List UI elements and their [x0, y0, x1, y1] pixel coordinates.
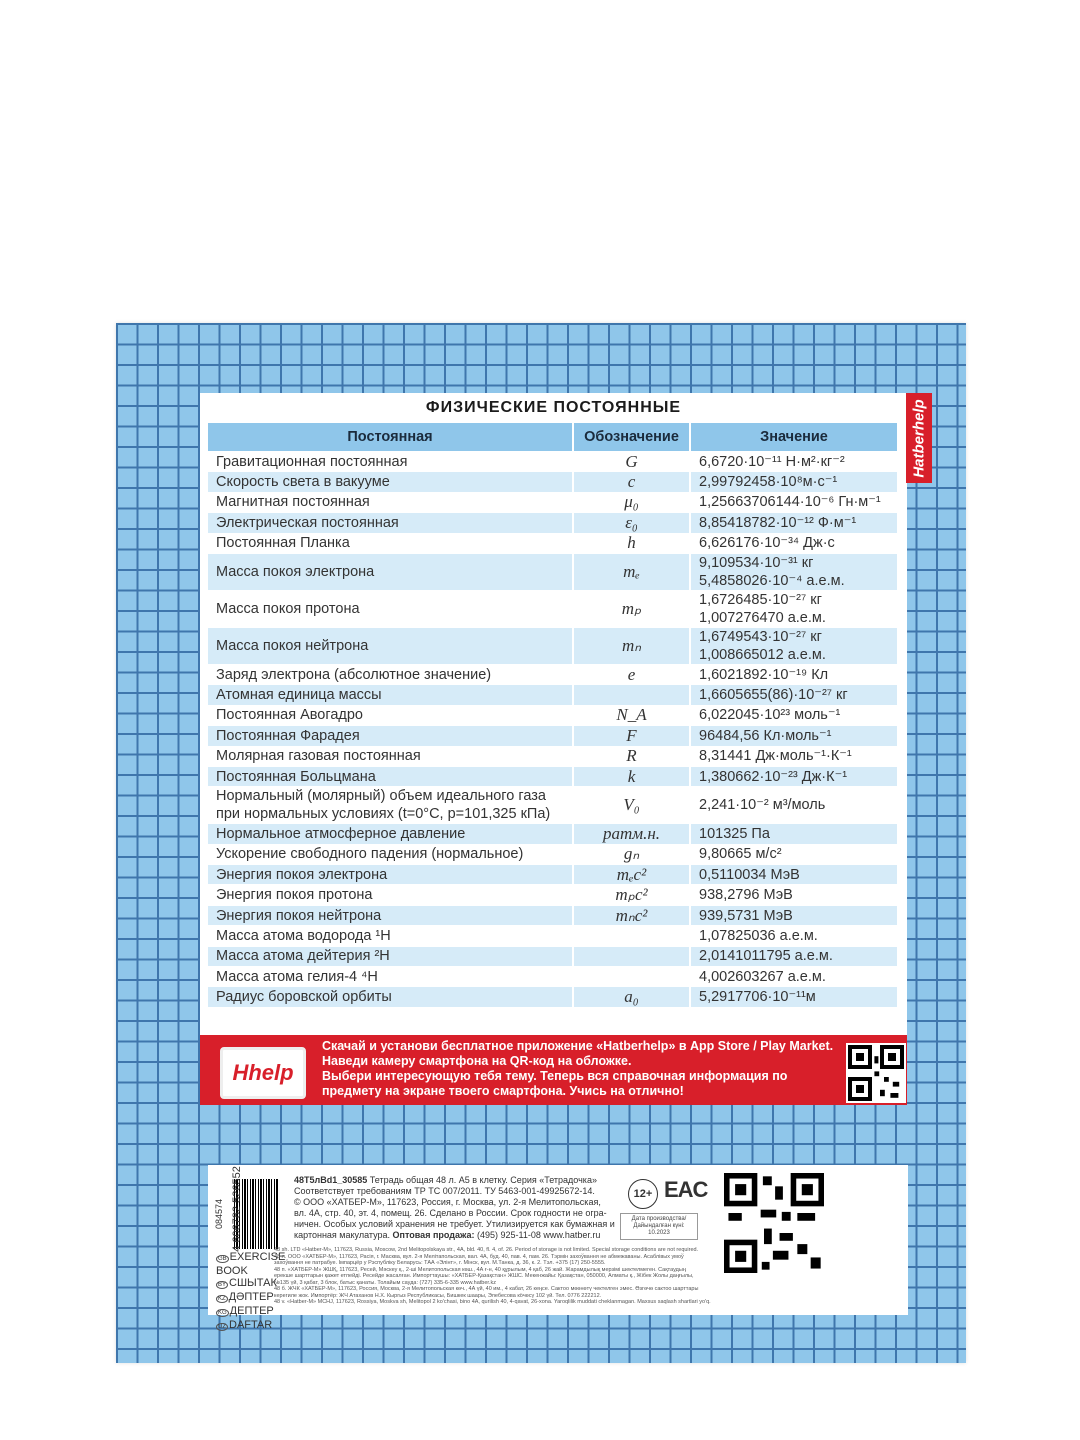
wholesale-value: (495) 925-11-08 www.hatber.ru	[476, 1230, 601, 1240]
table-row	[208, 885, 897, 904]
header-value: Значение	[691, 423, 897, 451]
banner-line: Наведи камеру смартфона на QR-код на обложке.	[322, 1054, 632, 1068]
constant-value: 6,626176·10⁻³⁴ Дж·с	[691, 534, 897, 553]
table-row	[208, 865, 897, 884]
constant-name: Постоянная Фарадея	[208, 726, 572, 745]
constant-value: 6,022045·10²³ моль⁻¹	[691, 706, 897, 725]
code-line: 48Т5лВd1_30585	[294, 1175, 368, 1185]
constants-table	[206, 422, 899, 1008]
app-banner	[200, 1035, 907, 1105]
constant-symbol: a₀	[574, 987, 689, 1006]
constant-name: Ускорение свободного падения (нормальное)	[208, 845, 572, 864]
info-line: ничен. Особых условий хранения не требует. Утилизируется как бумажная и	[294, 1219, 615, 1229]
constant-name: Заряд электрона (абсолютное значение)	[208, 665, 572, 684]
constant-symbol: c	[574, 472, 689, 491]
constant-symbol: mₚc²	[574, 885, 689, 904]
constant-symbol: ε₀	[574, 513, 689, 532]
language-item: UZ DAFTAR	[218, 1319, 273, 1331]
constant-name: Радиус боровской орбиты	[208, 987, 572, 1006]
table-row	[208, 787, 897, 823]
production-date-value: 10.2023	[648, 1230, 670, 1236]
table-row	[208, 747, 897, 766]
constant-symbol	[574, 926, 689, 945]
constant-symbol: μ₀	[574, 493, 689, 512]
table-row	[208, 554, 897, 590]
production-date-label: Дата производства/ Дайындалған күні:	[631, 1216, 687, 1229]
constants-panel	[200, 393, 907, 1105]
fine-print-line: №135 үй, 3 қабат, 3 блок, батыс қанаты. Толайым сауда: (727) 335-6-335 www.hatber.kz	[274, 1279, 496, 1286]
info-line: Соответствует требованиям ТР ТС 007/2011. ТУ 5463-001-49925672-14.	[294, 1186, 595, 1196]
table-row	[208, 472, 897, 491]
constant-value: 2,241·10⁻² м³/моль	[691, 787, 897, 823]
constant-value: 96484,56 Кл·моль⁻¹	[691, 726, 897, 745]
fine-print-line: 48 б. ЖЧК «ХАТБЕР-М», 117623, Россия, Москва, 2-я Мелитопольская көч., 4А үй, 40 им., 4 кабат, 26 кеңсе. Сактоо мөөнөтү чектелген эмес. Өзгөчө сактоо шарттары	[274, 1286, 699, 1292]
product-description	[294, 1175, 624, 1241]
table-row	[208, 513, 897, 532]
multilingual-fine-print	[274, 1247, 794, 1306]
constant-value: 6,6720·10⁻¹¹ Н·м²·кг⁻²	[691, 452, 897, 471]
constant-value: 1,07825036 а.е.м.	[691, 926, 897, 945]
constant-value: 5,2917706·10⁻¹¹м	[691, 987, 897, 1006]
constant-symbol: pатм.н.	[574, 824, 689, 843]
table-row	[208, 926, 897, 945]
language-item: KG ДЕПТЕР	[218, 1305, 274, 1317]
hatber-tab	[906, 393, 932, 483]
constant-value: 939,5731 МэВ	[691, 906, 897, 925]
constant-name: Масса атома гелия-4 ⁴H	[208, 967, 572, 986]
header-name: Постоянная	[208, 423, 572, 451]
constant-value: 2,99792458·10⁸м·с⁻¹	[691, 472, 897, 491]
table-row	[208, 706, 897, 725]
constant-name: Скорость света в вакууме	[208, 472, 572, 491]
constant-name: Постоянная Авогадро	[208, 706, 572, 725]
qr-small-icon	[848, 1045, 904, 1101]
constant-name: Масса покоя нейтрона	[208, 628, 572, 664]
panel-title: ФИЗИЧЕСКИЕ ПОСТОЯННЫЕ	[425, 399, 682, 416]
constant-name: Масса покоя электрона	[208, 554, 572, 590]
hatber-tab-label: Hatberhelp	[910, 398, 928, 478]
age-rating-badge: 12+	[628, 1179, 658, 1209]
constant-symbol: mₑc²	[574, 865, 689, 884]
table-row	[208, 824, 897, 843]
constant-symbol	[574, 685, 689, 704]
constant-symbol: V₀	[574, 787, 689, 823]
banner-line: Выбери интересующую тебя тему. Теперь вся справочная информация по	[322, 1069, 788, 1083]
constant-name: Энергия покоя электрона	[208, 865, 572, 884]
constant-symbol: mₚ	[574, 591, 689, 627]
constant-name: Электрическая постоянная	[208, 513, 572, 532]
constant-symbol: F	[574, 726, 689, 745]
language-item: KZ ДӘПТЕР	[218, 1291, 274, 1303]
constant-value: 1,380662·10⁻²³ Дж·К⁻¹	[691, 767, 897, 786]
fine-print-line: 48 л. ООО «ХАТБЕР-М», 117623, Расія, г. Масква, вул. 2-я Мелітапольская, вал. 4А, буд. 40, пав. 4, пам. 26. Тэрмін захоўвання не абмежаваны. Асаблівых умоў	[274, 1253, 684, 1260]
constant-name: Энергия покоя нейтрона	[208, 906, 572, 925]
constant-value: 8,85418782·10⁻¹² Ф·м⁻¹	[691, 513, 897, 532]
notebook-cover	[116, 323, 966, 1363]
fine-print-line: 48 sh. LTD «Hatber-M», 117623, Russia, Moscow, 2nd Melitopolskaya str., 4A, bld. 40, fl. 4, of. 26. Period of storage is not limited. Special storage conditions are not required.	[274, 1247, 699, 1253]
barcode-number: 4 606782 526552	[230, 1166, 243, 1252]
table-row	[208, 845, 897, 864]
constant-name: Постоянная Планка	[208, 534, 572, 553]
constant-symbol: G	[574, 452, 689, 471]
table-row	[208, 493, 897, 512]
constant-name: Молярная газовая постоянная	[208, 747, 572, 766]
fine-print-line: керегиле жок. Импортёр: ЖЧ Атаханов Н.Х. Кыргыз Республикасы, Бишкек шаары, Элебесова кӧчөсү 102 үй. Тел. 0776 222212.	[274, 1292, 602, 1299]
table-body	[208, 452, 897, 1007]
info-line: вл. 4А, стр. 40, эт. 4, помещ. 26. Сделано в России. Срок годности не огра-	[294, 1208, 607, 1218]
constant-symbol	[574, 967, 689, 986]
constant-symbol: mₑ	[574, 554, 689, 590]
barcode-area	[214, 1166, 286, 1331]
constant-value: 1,6726485·10⁻²⁷ кг 1,007276470 а.е.м.	[691, 591, 897, 627]
table-row	[208, 906, 897, 925]
fine-print-line: захоўвання не патрабуе. Імпарцёр у Рэспубліку Беларусь: ТАА «Элінт», г. Мінск, вул. М.Танка, д. 36, к. 2. Тэл. +375 (17) 250-5555.	[274, 1260, 606, 1266]
wholesale-label: Оптовая продажа:	[392, 1230, 475, 1240]
side-code: 084574	[214, 1198, 225, 1230]
constant-value: 1,25663706144·10⁻⁶ Гн·м⁻¹	[691, 493, 897, 512]
fine-print-line: 48 п. «ХАТБЕР-М» ЖШҚ, 117623, Ресей, Мәскеу қ., 2-ші Мелитопольская көш., 4А ғ-н, 40 құрылым, 4 қаб, 26 жай. Жарамдылық мерзімі шектелмеген. Сақтаудың	[274, 1266, 686, 1273]
table-row	[208, 534, 897, 553]
constant-value: 1,6021892·10⁻¹⁹ Кл	[691, 665, 897, 684]
constant-symbol	[574, 947, 689, 966]
language-item: GB EXERCISE BOOK	[216, 1251, 286, 1277]
constant-symbol: e	[574, 665, 689, 684]
hhelp-logo-text: Hhelp	[232, 1060, 294, 1085]
constant-name: Гравитационная постоянная	[208, 452, 572, 471]
fine-print-line: ерекше шарттарын қажет етпейді. Ресейде жасалған. Импорттаушы: «ХАТБЕР-Қазақстан» ЖШС. Мекенжайы: Қазақстан, 050000, Алматы қ., Жібек Жолы даңғылы,	[274, 1273, 694, 1279]
constant-value: 1,6605655(86)·10⁻²⁷ кг	[691, 685, 897, 704]
banner-line: предмету на экране твоего смартфона. Учись на отлично!	[322, 1084, 684, 1098]
constant-value: 1,6749543·10⁻²⁷ кг 1,008665012 а.е.м.	[691, 628, 897, 664]
info-line: © ООО «ХАТБЕР-М», 117623, Россия, г. Москва, ул. 2-я Мелитопольская,	[294, 1197, 601, 1207]
qr-code-small	[846, 1043, 906, 1103]
constant-name: Масса атома водорода ¹H	[208, 926, 572, 945]
constant-value: 2,0141011795 а.е.м.	[691, 947, 897, 966]
constant-symbol: N_A	[574, 706, 689, 725]
eac-mark: EAC	[664, 1177, 708, 1202]
constant-value: 4,002603267 а.е.м.	[691, 967, 897, 986]
banner-text	[322, 1039, 842, 1099]
info-line: картонная макулатура.	[294, 1230, 391, 1240]
table-row	[208, 967, 897, 986]
table-row	[208, 591, 897, 627]
table-header-row	[208, 423, 897, 451]
table-row	[208, 767, 897, 786]
constant-value: 0,5110034 МэВ	[691, 865, 897, 884]
constant-symbol: mₙ	[574, 628, 689, 664]
constant-symbol: k	[574, 767, 689, 786]
table-row	[208, 628, 897, 664]
constant-name: Масса покоя протона	[208, 591, 572, 627]
language-list	[216, 1251, 286, 1333]
table-row	[208, 726, 897, 745]
constant-symbol: gₙ	[574, 845, 689, 864]
language-item: BY СШЫТАК	[218, 1277, 277, 1289]
constant-value: 101325 Па	[691, 824, 897, 843]
product-text: Тетрадь общая 48 л. А5 в клетку. Серия «Тетрадочка»	[369, 1175, 597, 1185]
constant-symbol: R	[574, 747, 689, 766]
production-date	[620, 1213, 698, 1240]
constant-symbol: mₙc²	[574, 906, 689, 925]
table-row	[208, 987, 897, 1006]
table-row	[208, 685, 897, 704]
table-row	[208, 947, 897, 966]
hhelp-logo	[220, 1047, 306, 1099]
constant-name: Энергия покоя протона	[208, 885, 572, 904]
constant-name: Магнитная постоянная	[208, 493, 572, 512]
constant-name: Нормальное атмосферное давление	[208, 824, 572, 843]
product-info-block	[208, 1165, 908, 1331]
constant-value: 938,2796 МэВ	[691, 885, 897, 904]
constant-name: Нормальный (молярный) объем идеального газа при нормальных условиях (t=0°С, p=101,325 кПа)	[208, 787, 572, 823]
constant-name: Постоянная Больцмана	[208, 767, 572, 786]
table-row	[208, 665, 897, 684]
constant-value: 9,109534·10⁻³¹ кг 5,4858026·10⁻⁴ а.е.м.	[691, 554, 897, 590]
constant-name: Атомная единица массы	[208, 685, 572, 704]
fine-print-line: 48 v. «Hatber-M» MCHJ, 117623, Rossiya, Moskva sh, Melitopol 2 ko'chasi, bino 4A, qurilish 40, 4-qavat, 26-xona. Yaroqlilik muddati cheklanmagan. Maxsus saqlash shartlari yo'q.	[274, 1299, 711, 1305]
constant-symbol: h	[574, 534, 689, 553]
header-symbol: Обозначение	[574, 423, 689, 451]
table-row	[208, 452, 897, 471]
constant-name: Масса атома дейтерия ²H	[208, 947, 572, 966]
constant-value: 9,80665 м/с²	[691, 845, 897, 864]
constant-value: 8,31441 Дж·моль⁻¹·К⁻¹	[691, 747, 897, 766]
banner-line: Скачай и установи бесплатное приложение «Hatberhelp» в App Store / Play Market.	[322, 1039, 834, 1053]
